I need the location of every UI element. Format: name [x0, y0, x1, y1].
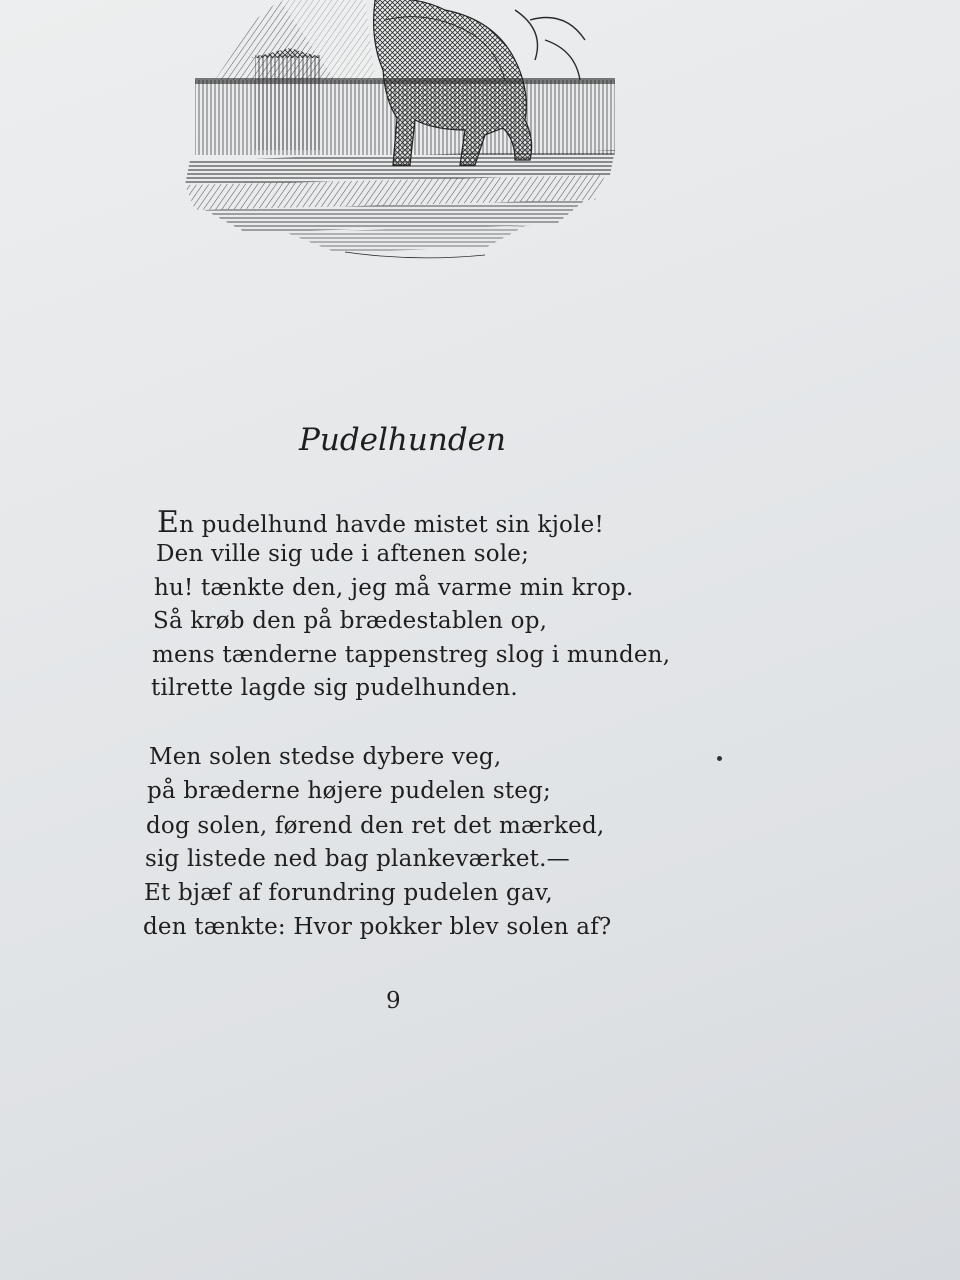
drop-cap: E — [157, 505, 180, 540]
poem-line: sig listede ned bag plankeværket.— — [145, 846, 570, 872]
poem-line: tilrette lagde sig pudelhunden. — [151, 675, 518, 701]
page-number: 9 — [386, 988, 401, 1014]
poem-line: Et bjæf af forundring pudelen gav, — [144, 880, 553, 906]
poem-line: Den ville sig ude i aftenen sole; — [156, 541, 530, 567]
ink-speck — [717, 756, 722, 761]
poem-line: hu! tænkte den, jeg må varme min krop. — [154, 575, 634, 601]
poodle-engraving-icon — [185, 0, 625, 270]
poem-line: mens tænderne tappenstreg slog i munden, — [152, 642, 671, 668]
poem-line — [157, 505, 604, 540]
poem-title: Pudelhunden — [299, 422, 506, 458]
poem-line: dog solen, førend den ret det mærked, — [146, 813, 605, 839]
poem-line: Så krøb den på brædestablen op, — [153, 608, 548, 634]
poem-line-text: n pudelhund havde mistet sin kjole! — [179, 512, 604, 538]
poem-line: på bræderne højere pudelen steg; — [147, 778, 551, 804]
poem-line: Men solen stedse dybere veg, — [149, 744, 502, 770]
poem-line: den tænkte: Hvor pokker blev solen af? — [143, 914, 612, 940]
